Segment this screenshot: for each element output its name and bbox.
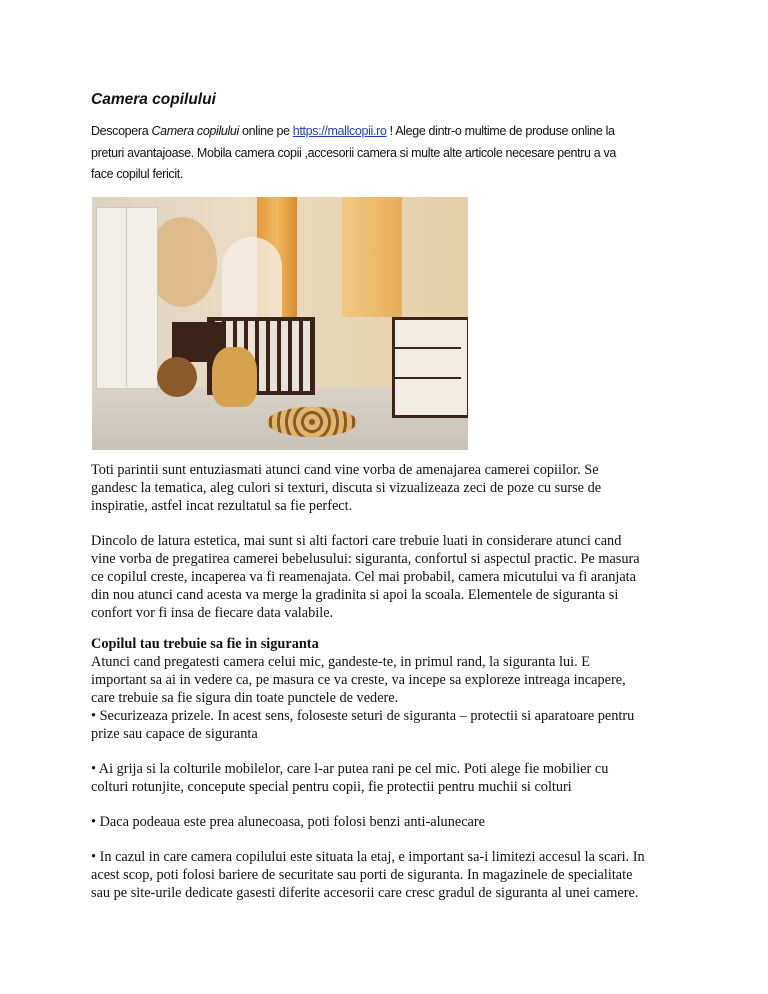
text-line: sau pe site-urile dedicate gasesti diferite accesorii care cresc gradul de siguranta al unei camere. <box>91 885 639 901</box>
text-line: prize sau capace de siguranta <box>91 726 258 742</box>
text-line: confort vor fi insa de fiecare data valabile. <box>91 605 334 621</box>
text-line: ce copilul creste, incaperea va fi reamenajata. Cel mai probabil, camera micutului va fi aranjata <box>91 569 636 585</box>
text-line: • Securizeaza prizele. In acest sens, foloseste seturi de siguranta – protectii si aparatoare pentru <box>91 708 635 724</box>
text-line: colturi rotunjite, concepute special pentru copii, fie protectii pentru muchii si colturi <box>91 779 572 795</box>
text-line: acest scop, poti folosi bariere de securitate sau porti de siguranta. In magazinele de specialitate <box>91 867 633 883</box>
text-line: gandesc la tematica, aleg culori si texturi, discuta si vizualizeaza zeci de poze cu surse de <box>91 480 602 496</box>
text-line: important sa ai in vedere ca, pe masura ce va creste, va incepe sa exploreze intreaga incapere, <box>91 672 626 688</box>
paragraph-1 <box>91 461 601 515</box>
document-title: Camera copilului <box>91 91 216 108</box>
mallcopii-link[interactable]: https://mallcopii.ro <box>292 124 387 138</box>
text-line: vine vorba de pregatirea camerei bebelusului: siguranta, confortul si aspectul practic. Pe masura <box>91 551 640 567</box>
nursery-room-photo <box>92 197 468 450</box>
intro-text: ! Alege dintr-o multime de produse online la <box>386 124 615 138</box>
intro-paragraph <box>91 121 616 186</box>
intro-text: online pe <box>238 124 293 138</box>
bullet-item <box>91 848 645 902</box>
intro-italic: Camera copilului <box>151 124 239 138</box>
intro-line-2: preturi avantajoase. Mobila camera copii ,accesorii camera si multe alte articole necesare pentru a va <box>91 145 616 160</box>
bullet-item <box>91 760 608 796</box>
intro-line-3: face copilul fericit. <box>91 167 183 181</box>
text-line: • Ai grija si la colturile mobilelor, care l-ar putea rani pe cel mic. Poti alege fie mobilier cu <box>91 761 609 777</box>
text-line: Toti parintii sunt entuziasmati atunci cand vine vorba de amenajarea camerei copiilor. Se <box>91 462 599 478</box>
text-line: din nou atunci cand acesta va merge la gradinita si apoi la scoala. Elementele de siguranta si <box>91 587 619 603</box>
text-line: • In cazul in care camera copilului este situata la etaj, e important sa-i limitezi accesul la scari. In <box>91 849 645 865</box>
paragraph-3 <box>91 653 626 707</box>
text-line: care trebuie sa fie sigura din toate punctele de vedere. <box>91 690 399 706</box>
text-line: inspiratie, astfel incat rezultatul sa fie perfect. <box>91 498 353 514</box>
bullet-item <box>91 707 634 743</box>
paragraph-2 <box>91 532 640 622</box>
intro-line-1 <box>91 121 616 143</box>
intro-text: Descopera <box>91 124 152 138</box>
section-heading: Copilul tau trebuie sa fie in siguranta <box>91 636 319 652</box>
text-line: Dincolo de latura estetica, mai sunt si alti factori care trebuie luati in considerare atunci cand <box>91 533 622 549</box>
bullet-item <box>91 813 485 831</box>
text-line: • Daca podeaua este prea alunecoasa, poti folosi benzi anti-alunecare <box>91 814 486 830</box>
text-line: Atunci cand pregatesti camera celui mic, gandeste-te, in primul rand, la siguranta lui. E <box>91 654 591 670</box>
